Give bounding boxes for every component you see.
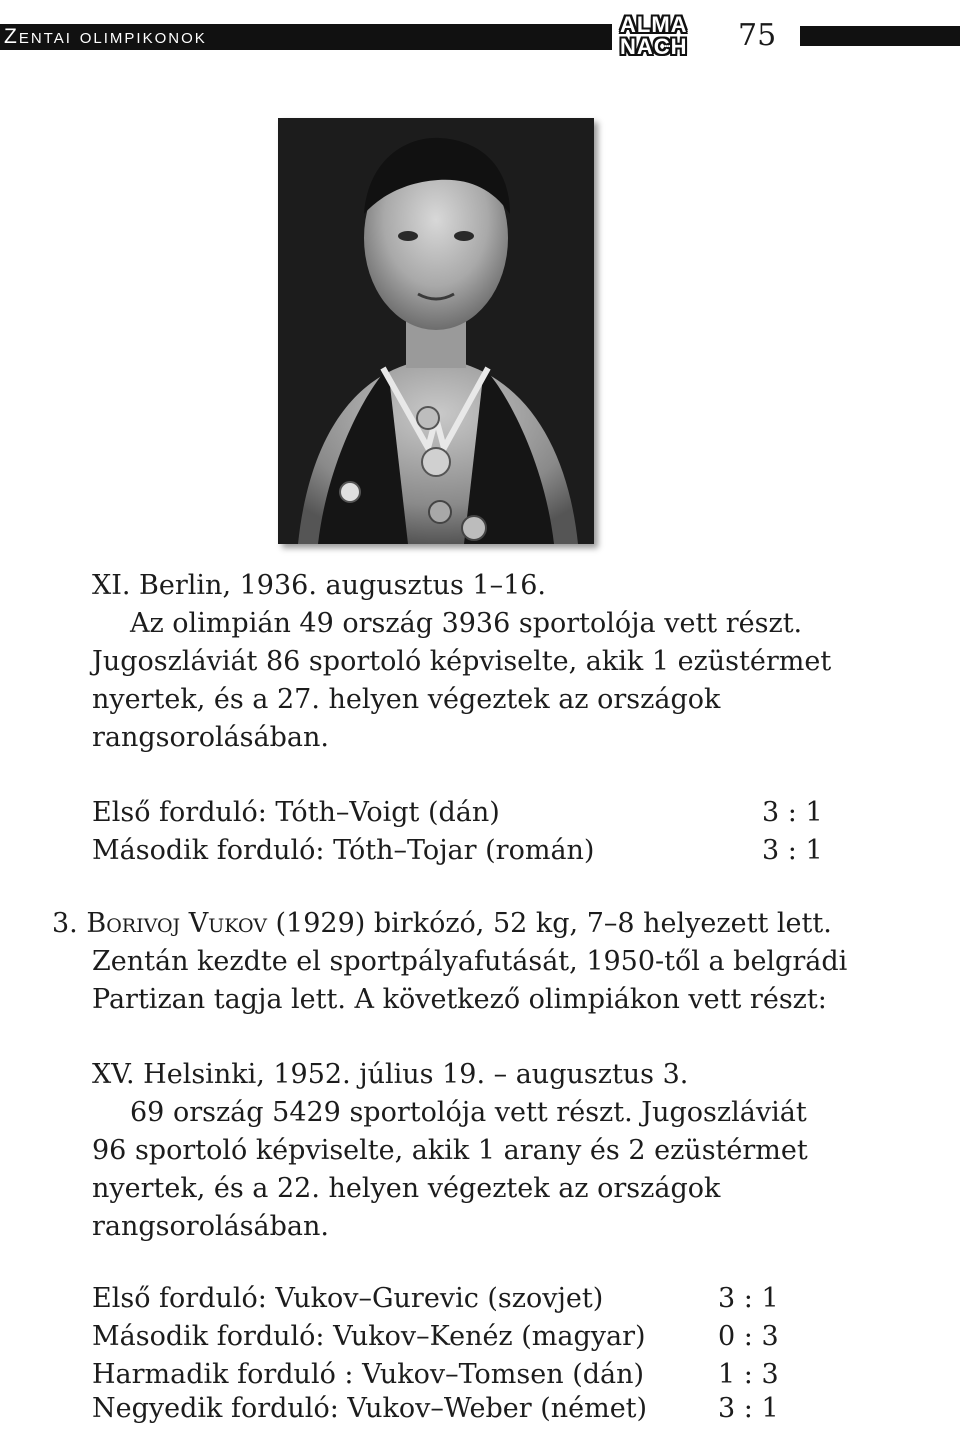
header-bar-right (800, 26, 960, 46)
portrait-illustration (278, 118, 594, 544)
logo-bottom-text: NACH (620, 34, 688, 59)
athlete-line-3: Partizan tagja lett. A következő olimpiákon vett részt: (92, 984, 827, 1015)
athlete-description: (1929) birkózó, 52 kg, 7–8 helyezett lett. (275, 908, 832, 939)
helsinki-bout-score: 3 : 1 (718, 1393, 779, 1424)
berlin-line-2: Jugoszláviát 86 sportoló képviselte, akik 1 ezüstérmet (92, 646, 832, 677)
athlete-entry-heading (52, 905, 832, 943)
berlin-bout-label: Második forduló: Tóth–Tojar (román) (92, 835, 595, 866)
berlin-line-1: Az olimpián 49 ország 3936 sportolója vett részt. (130, 608, 803, 639)
athlete-portrait-photo (278, 118, 594, 544)
helsinki-title: XV. Helsinki, 1952. július 19. – augusztus 3. (92, 1059, 689, 1090)
helsinki-bout-label: Második forduló: Vukov–Kenéz (magyar) (92, 1321, 646, 1352)
berlin-bout-label: Első forduló: Tóth–Voigt (dán) (92, 797, 500, 828)
helsinki-bout-score: 3 : 1 (718, 1283, 779, 1314)
berlin-line-3: nyertek, és a 27. helyen végeztek az országok (92, 684, 721, 715)
berlin-bout-score: 3 : 1 (762, 797, 823, 828)
berlin-line-4: rangsorolásában. (92, 722, 329, 753)
page-header (0, 14, 960, 58)
helsinki-bout-label: Negyedik forduló: Vukov–Weber (német) (92, 1393, 648, 1424)
athlete-line-2: Zentán kezdte el sportpályafutását, 1950-től a belgrádi (92, 946, 848, 977)
logo-top-text: ALMA (620, 12, 688, 37)
helsinki-line-4: rangsorolásában. (92, 1211, 329, 1242)
helsinki-bout-score: 0 : 3 (718, 1321, 779, 1352)
helsinki-line-3: nyertek, és a 22. helyen végeztek az országok (92, 1173, 721, 1204)
almanach-logo (620, 14, 712, 60)
page-number: 75 (738, 18, 777, 53)
berlin-bout-score: 3 : 1 (762, 835, 823, 866)
athlete-number: 3. (52, 908, 78, 939)
helsinki-line-1: 69 ország 5429 sportolója vett részt. Jugoszláviát (130, 1097, 807, 1128)
athlete-name: Borivoj Vukov (86, 908, 267, 939)
section-title-bar: Zentai olimpikonok (0, 24, 612, 50)
berlin-title: XI. Berlin, 1936. augusztus 1–16. (92, 570, 547, 601)
helsinki-line-2: 96 sportoló képviselte, akik 1 arany és 2 ezüstérmet (92, 1135, 808, 1166)
helsinki-bout-label: Első forduló: Vukov–Gurevic (szovjet) (92, 1283, 604, 1314)
helsinki-bout-score: 1 : 3 (718, 1359, 779, 1390)
helsinki-bout-label: Harmadik forduló : Vukov–Tomsen (dán) (92, 1359, 645, 1390)
